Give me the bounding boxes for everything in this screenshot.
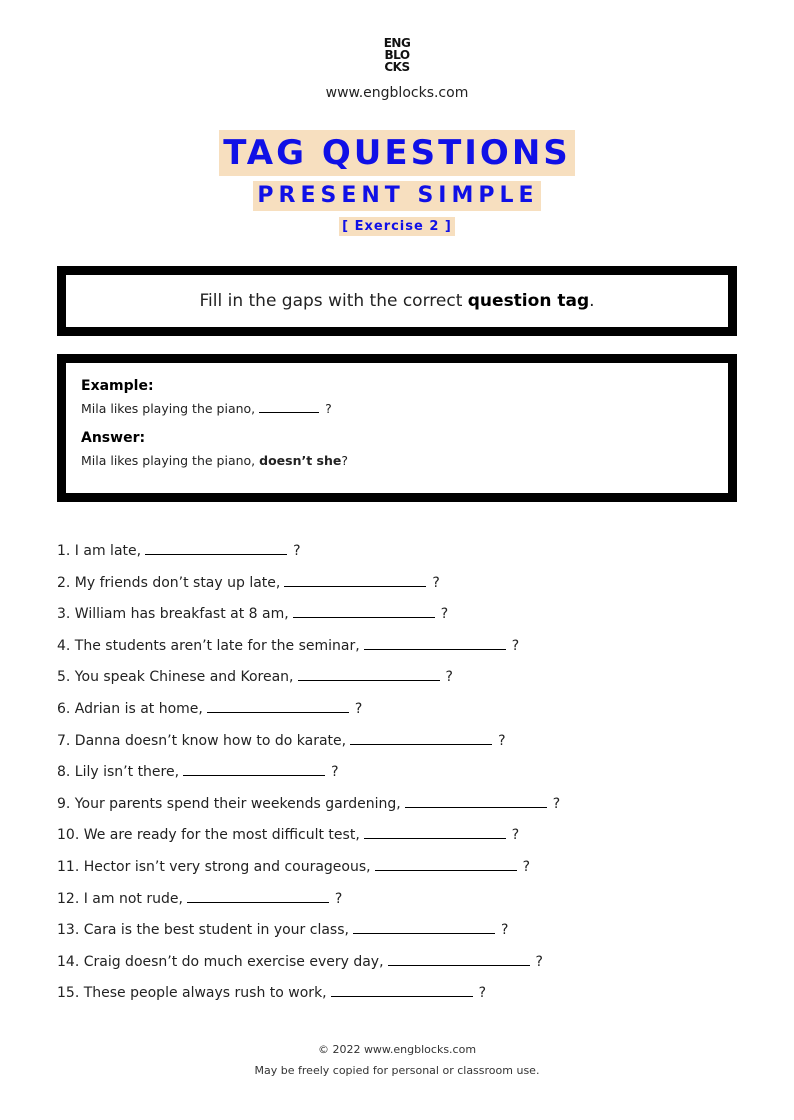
item-text: 4. The students aren’t late for the seminar, [57, 637, 360, 654]
item-question-mark: ? [334, 890, 343, 907]
answer-blank[interactable] [405, 792, 547, 808]
answer-blank[interactable] [331, 981, 473, 997]
item-question-mark: ? [331, 764, 339, 781]
exercise-item [57, 697, 757, 729]
item-question-mark: ? [511, 637, 520, 654]
footer-license: May be freely copied for personal or classroom use. [254, 1064, 540, 1077]
item-text: 9. Your parents spend their weekends gardening, [57, 795, 401, 812]
answer-blank[interactable] [298, 665, 440, 681]
item-question-mark: ? [552, 795, 561, 812]
answer-blank[interactable] [364, 634, 506, 650]
item-text: 15. These people always rush to work, [57, 985, 327, 1002]
exercise-item [57, 950, 757, 982]
answer-blank[interactable] [183, 760, 325, 776]
worksheet-title [0, 130, 794, 176]
answer-blank[interactable] [207, 697, 349, 713]
answer-blank[interactable] [145, 539, 287, 555]
exercise-item [57, 855, 757, 887]
item-question-mark: ? [522, 858, 531, 875]
instruction-box [57, 266, 737, 336]
instruction-bold: question tag [467, 291, 590, 311]
answer-blank[interactable] [284, 571, 426, 587]
answer-blank[interactable] [375, 855, 517, 871]
item-question-mark: ? [293, 543, 301, 559]
title-text: TAG QUESTIONS [219, 130, 575, 176]
exercise-item [57, 981, 757, 1013]
engblocks-logo [0, 37, 794, 73]
exercise-item [57, 665, 757, 697]
item-text: 11. Hector isn’t very strong and courageous, [57, 858, 371, 875]
item-text: 6. Adrian is at home, [57, 700, 203, 717]
exercise-item [57, 634, 757, 666]
item-text: 7. Danna doesn’t know how to do karate, [57, 732, 347, 749]
exercise-item [57, 918, 757, 950]
item-question-mark: ? [440, 606, 449, 623]
item-text: 12. I am not rude, [57, 890, 183, 907]
example-text: Mila likes playing the piano, [81, 401, 256, 416]
item-text: 10. We are ready for the most difficult test, [57, 827, 360, 844]
exercise-item [57, 539, 757, 571]
exercise-item [57, 887, 757, 919]
answer-blank[interactable] [388, 950, 530, 966]
answer-blank[interactable] [187, 887, 329, 903]
exercise-item [57, 823, 757, 855]
answer-blank[interactable] [293, 602, 435, 618]
item-question-mark: ? [498, 732, 506, 749]
example-sentence [81, 400, 728, 418]
item-question-mark: ? [354, 700, 363, 717]
exercise-item [57, 602, 757, 634]
example-box [57, 354, 737, 502]
footer-copyright: © 2022 www.engblocks.com [317, 1043, 477, 1056]
item-text: 14. Craig doesn’t do much exercise every day, [57, 953, 384, 970]
site-url: www.engblocks.com [325, 85, 469, 101]
answer-bold: doesn’t she [259, 453, 342, 468]
example-blank [259, 400, 319, 413]
exercise-list [57, 539, 757, 1013]
exercise-label [0, 215, 794, 236]
subtitle-text: PRESENT SIMPLE [253, 181, 540, 211]
logo-line: BLO [384, 48, 410, 62]
example-label: Example: [81, 378, 154, 394]
exercise-text: [ Exercise 2 ] [339, 217, 455, 236]
worksheet-subtitle [0, 181, 794, 211]
answer-blank[interactable] [353, 918, 495, 934]
item-text: 3. William has breakfast at 8 am, [57, 606, 289, 623]
logo-line: CKS [384, 60, 410, 74]
instruction-text: Fill in the gaps with the correct [199, 291, 468, 311]
answer-blank[interactable] [364, 823, 506, 839]
exercise-item [57, 729, 757, 761]
item-text: 2. My friends don’t stay up late, [57, 574, 281, 591]
item-text: 5. You speak Chinese and Korean, [57, 669, 294, 686]
item-question-mark: ? [511, 827, 520, 844]
answer-blank[interactable] [350, 729, 492, 745]
answer-sentence [81, 452, 728, 470]
item-question-mark: ? [478, 985, 487, 1002]
answer-label: Answer: [81, 430, 146, 446]
item-text: 1. I am late, [57, 543, 142, 559]
exercise-item [57, 760, 757, 792]
logo-line: ENG [383, 36, 411, 50]
item-question-mark: ? [500, 922, 509, 939]
example-question-mark: ? [325, 401, 332, 416]
item-text: 13. Cara is the best student in your class, [57, 922, 349, 939]
item-question-mark: ? [445, 669, 453, 686]
answer-end: ? [341, 453, 349, 468]
instruction-end: . [589, 291, 595, 311]
item-question-mark: ? [535, 953, 543, 970]
item-question-mark: ? [432, 574, 440, 591]
item-text: 8. Lily isn’t there, [57, 764, 180, 781]
answer-text: Mila likes playing the piano, [81, 453, 260, 468]
exercise-item [57, 792, 757, 824]
exercise-item [57, 571, 757, 603]
